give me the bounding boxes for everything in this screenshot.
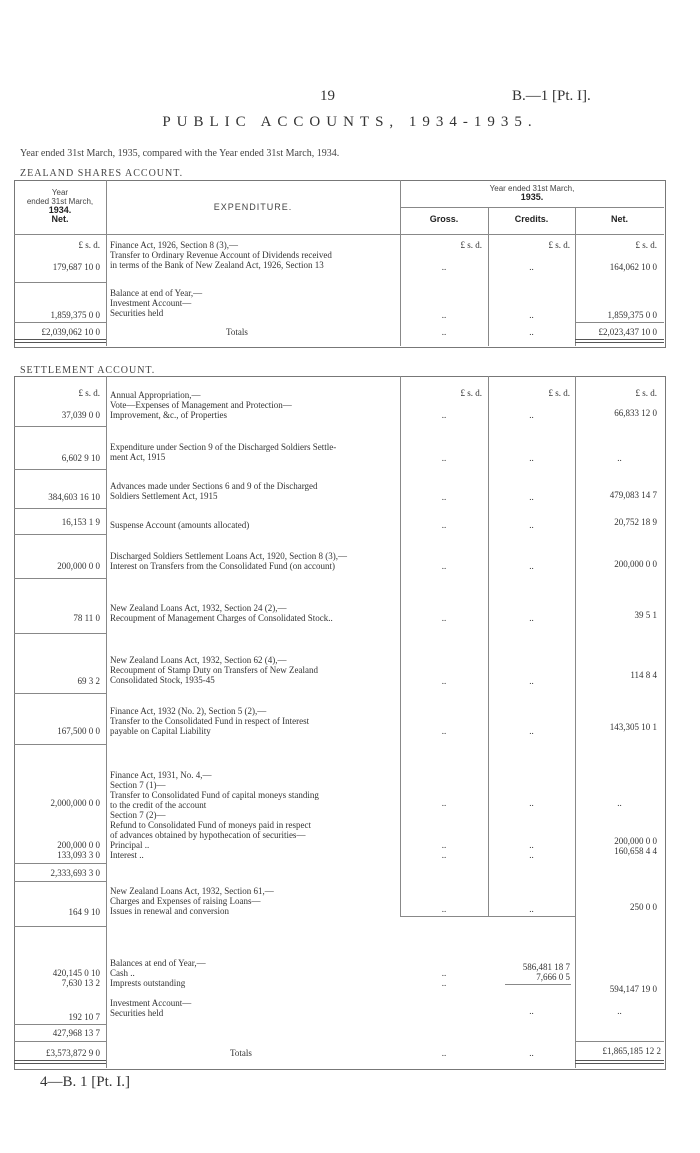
page-footer: 4—B. 1 [Pt. I.]: [40, 1074, 130, 1090]
s1-row1-desc: Finance Act, 1926, Section 8 (3),— Transfer to Ordinary Revenue Account of Dividends received in terms of the Bank of New Zealand Act, 1926, Section 13: [110, 240, 332, 270]
s2-row-fa32-gross: ..: [441, 726, 447, 736]
currency-gross: £ s. d.: [460, 240, 482, 250]
s2-row-nzla62-prev: 69 3 2: [77, 676, 100, 686]
s2-row-advances-gross: ..: [441, 492, 447, 502]
s2-bal-prev-cash: 420,145 0 10: [52, 968, 100, 978]
s1-row2-gross: ..: [441, 310, 447, 320]
s2-bal-credits-securities: ..: [529, 1006, 534, 1016]
s2-row-sec9-prev: 6,602 9 10: [61, 453, 100, 463]
s1-row1-credits: ..: [529, 262, 534, 272]
section1-header-prev: Year ended 31st March, 1934. Net.: [26, 188, 94, 224]
section1-col-net: Net.: [610, 214, 628, 224]
section1-header-year: Year ended 31st March, 1935.: [489, 184, 575, 202]
s1-row2-prev: 1,859,375 0 0: [50, 310, 100, 320]
section2-title: SETTLEMENT ACCOUNT.: [20, 365, 156, 376]
s2-row-sec9-credits: ..: [529, 453, 534, 463]
s2-fa31-gross-principal: ..: [441, 840, 447, 850]
s1-row2-net: 1,859,375 0 0: [607, 310, 657, 320]
currency-net: £ s. d.: [635, 240, 657, 250]
s2-row-fa31-desc: Finance Act, 1931, No. 4,— Section 7 (1)— Transfer to Consolidated Fund of capital moneys standing to the credit of the account Section 7 (2)— Refund to Consolidated Fund of moneys paid in respect of advances obtained by hypothecation of securities— Principal .. Interest ..: [110, 770, 319, 860]
s2-currency-prev: £ s. d.: [78, 388, 100, 398]
s1-row1-gross: ..: [441, 262, 447, 272]
s2-row-suspense-prev: 16,153 1 9: [61, 517, 100, 527]
section1-col-gross: Gross.: [429, 214, 459, 224]
s2-bal-net-securities: ..: [617, 1006, 622, 1016]
s2-row-nzla24-prev: 78 11 0: [73, 613, 100, 623]
s2-row-dssla-net: 200,000 0 0: [614, 559, 657, 569]
s2-row-fa32-prev: 167,500 0 0: [57, 726, 100, 736]
currency-credits: £ s. d.: [548, 240, 570, 250]
s2-row-annual-credits: ..: [529, 410, 534, 420]
s2-row-advances-desc: Advances made under Sections 6 and 9 of the Discharged Soldiers Settlement Act, 1915: [110, 481, 318, 501]
s2-fa31-credits-transfer: ..: [529, 798, 534, 808]
s1-row1-net: 164,062 10 0: [609, 262, 657, 272]
s2-row-suspense-net: 20,752 18 9: [614, 517, 657, 527]
page-subtitle: Year ended 31st March, 1935, compared with the Year ended 31st March, 1934.: [20, 148, 340, 159]
s2-row-dssla-prev: 200,000 0 0: [57, 561, 100, 571]
s2-fa31-gross-transfer: ..: [441, 798, 447, 808]
s2-row-sec9-gross: ..: [441, 453, 447, 463]
s2-row-advances-net: 479,083 14 7: [609, 490, 657, 500]
currency-prev: £ s. d.: [78, 240, 100, 250]
s2-bal-net-total: 594,147 19 0: [609, 984, 657, 994]
s2-currency-gross: £ s. d.: [460, 388, 482, 398]
s2-fa31-subtotal: 2,333,693 3 0: [50, 868, 100, 878]
s2-row-fa32-credits: ..: [529, 726, 534, 736]
s2-row-nzla61-prev: 164 9 10: [68, 907, 100, 917]
s2-row-balances-desc: Balances at end of Year,— Cash .. Imprests outstanding Investment Account— Securities held: [110, 958, 206, 1018]
s2-fa31-gross-interest: ..: [441, 850, 447, 860]
s2-fa31-prev-interest: 133,093 3 0: [57, 850, 100, 860]
s2-row-annual-gross: ..: [441, 410, 447, 420]
s2-totals-credits: ..: [529, 1048, 534, 1058]
page-reference: B.—1 [Pt. I].: [512, 88, 591, 104]
s2-row-annual-desc: Annual Appropriation,— Vote—Expenses of Management and Protection— Improvement, &c., of Properties: [110, 390, 292, 420]
s2-row-dssla-desc: Discharged Soldiers Settlement Loans Act, 1920, Section 8 (3),— Interest on Transfers from the Consolidated Fund (on account): [110, 551, 348, 571]
s2-row-sec9-net: ..: [617, 453, 622, 463]
s2-row-suspense-credits: ..: [529, 520, 534, 530]
section1-title: ZEALAND SHARES ACCOUNT.: [20, 168, 184, 179]
s2-row-nzla24-net: 39 5 1: [634, 610, 657, 620]
s2-row-dssla-credits: ..: [529, 561, 534, 571]
s2-bal-credits-imprests: 7,666 0 5: [536, 972, 570, 982]
s1-totals-credits: ..: [529, 327, 534, 337]
s2-row-nzla24-desc: New Zealand Loans Act, 1932, Section 24 (2),— Recoupment of Management Charges of Consolidated Stock..: [110, 603, 333, 623]
s2-row-nzla61-net: 250 0 0: [630, 902, 657, 912]
s2-currency-net: £ s. d.: [635, 388, 657, 398]
s2-fa31-prev-transfer: 2,000,000 0 0: [50, 798, 100, 808]
s1-totals-gross: ..: [441, 327, 447, 337]
s2-row-nzla62-gross: ..: [441, 676, 447, 686]
s2-row-fa32-desc: Finance Act, 1932 (No. 2), Section 5 (2),— Transfer to the Consolidated Fund in respect of Interest payable on Capital Liability: [110, 706, 310, 736]
s2-row-dssla-gross: ..: [441, 561, 447, 571]
s2-row-nzla61-credits: ..: [529, 904, 534, 914]
s2-totals-label: Totals: [230, 1048, 252, 1058]
s2-fa31-net-principal: 200,000 0 0: [614, 836, 657, 846]
s1-totals-net: £2,023,437 10 0: [598, 327, 657, 337]
s2-row-nzla24-gross: ..: [441, 613, 447, 623]
s2-row-annual-prev: 37,039 0 0: [61, 410, 100, 420]
s2-row-nzla62-credits: ..: [529, 676, 534, 686]
s2-row-suspense-desc: Suspense Account (amounts allocated): [110, 520, 250, 530]
s2-row-nzla61-gross: ..: [441, 904, 447, 914]
s1-totals-prev: £2,039,062 10 0: [41, 327, 100, 337]
s2-totals-net: £1,865,185 12 2: [602, 1046, 661, 1056]
s2-row-annual-net: 66,833 12 0: [614, 408, 657, 418]
s2-row-advances-prev: 384,603 16 10: [48, 492, 100, 502]
s2-row-nzla62-net: 114 8 4: [630, 670, 657, 680]
section1-col-credits: Credits.: [514, 214, 549, 224]
s2-fa31-net-interest: 160,658 4 4: [614, 846, 657, 856]
s2-row-nzla62-desc: New Zealand Loans Act, 1932, Section 62 (4),— Recoupment of Stamp Duty on Transfers of New Zealand Consolidated Stock, 1935-45: [110, 655, 318, 685]
s1-totals-label: Totals: [226, 327, 248, 337]
s2-totals-prev: £3,573,872 9 0: [46, 1048, 100, 1058]
section1-header-expenditure: EXPENDITURE.: [213, 202, 293, 212]
s2-row-advances-credits: ..: [529, 492, 534, 502]
s2-totals-gross: ..: [441, 1048, 447, 1058]
s2-fa31-credits-principal: ..: [529, 840, 534, 850]
s1-row2-credits: ..: [529, 310, 534, 320]
s2-fa31-net-transfer: ..: [617, 798, 622, 808]
s2-row-nzla24-credits: ..: [529, 613, 534, 623]
s2-row-nzla61-desc: New Zealand Loans Act, 1932, Section 61,— Charges and Expenses of raising Loans— Issues in renewal and conversion: [110, 886, 274, 916]
s2-bal-gross-imprests: ..: [441, 978, 447, 988]
s2-currency-credits: £ s. d.: [548, 388, 570, 398]
s2-fa31-credits-interest: ..: [529, 850, 534, 860]
s2-row-suspense-gross: ..: [441, 520, 447, 530]
s1-row1-prev: 179,687 10 0: [52, 262, 100, 272]
s2-bal-subtotal: 427,968 13 7: [52, 1028, 100, 1038]
s2-bal-gross-cash: ..: [441, 968, 447, 978]
s2-bal-credits-cash: 586,481 18 7: [522, 962, 570, 972]
s2-row-sec9-desc: Expenditure under Section 9 of the Discharged Soldiers Settle- ment Act, 1915: [110, 442, 337, 462]
s2-row-fa32-net: 143,305 10 1: [609, 722, 657, 732]
s2-bal-prev-securities: 192 10 7: [68, 1012, 100, 1022]
s2-fa31-prev-principal: 200,000 0 0: [57, 840, 100, 850]
page-title: PUBLIC ACCOUNTS, 1934-1935.: [162, 114, 538, 130]
s2-bal-prev-imprests: 7,630 13 2: [61, 978, 100, 988]
page-number: 19: [320, 88, 335, 104]
s1-row2-desc: Balance at end of Year,— Investment Account— Securities held: [110, 288, 203, 318]
